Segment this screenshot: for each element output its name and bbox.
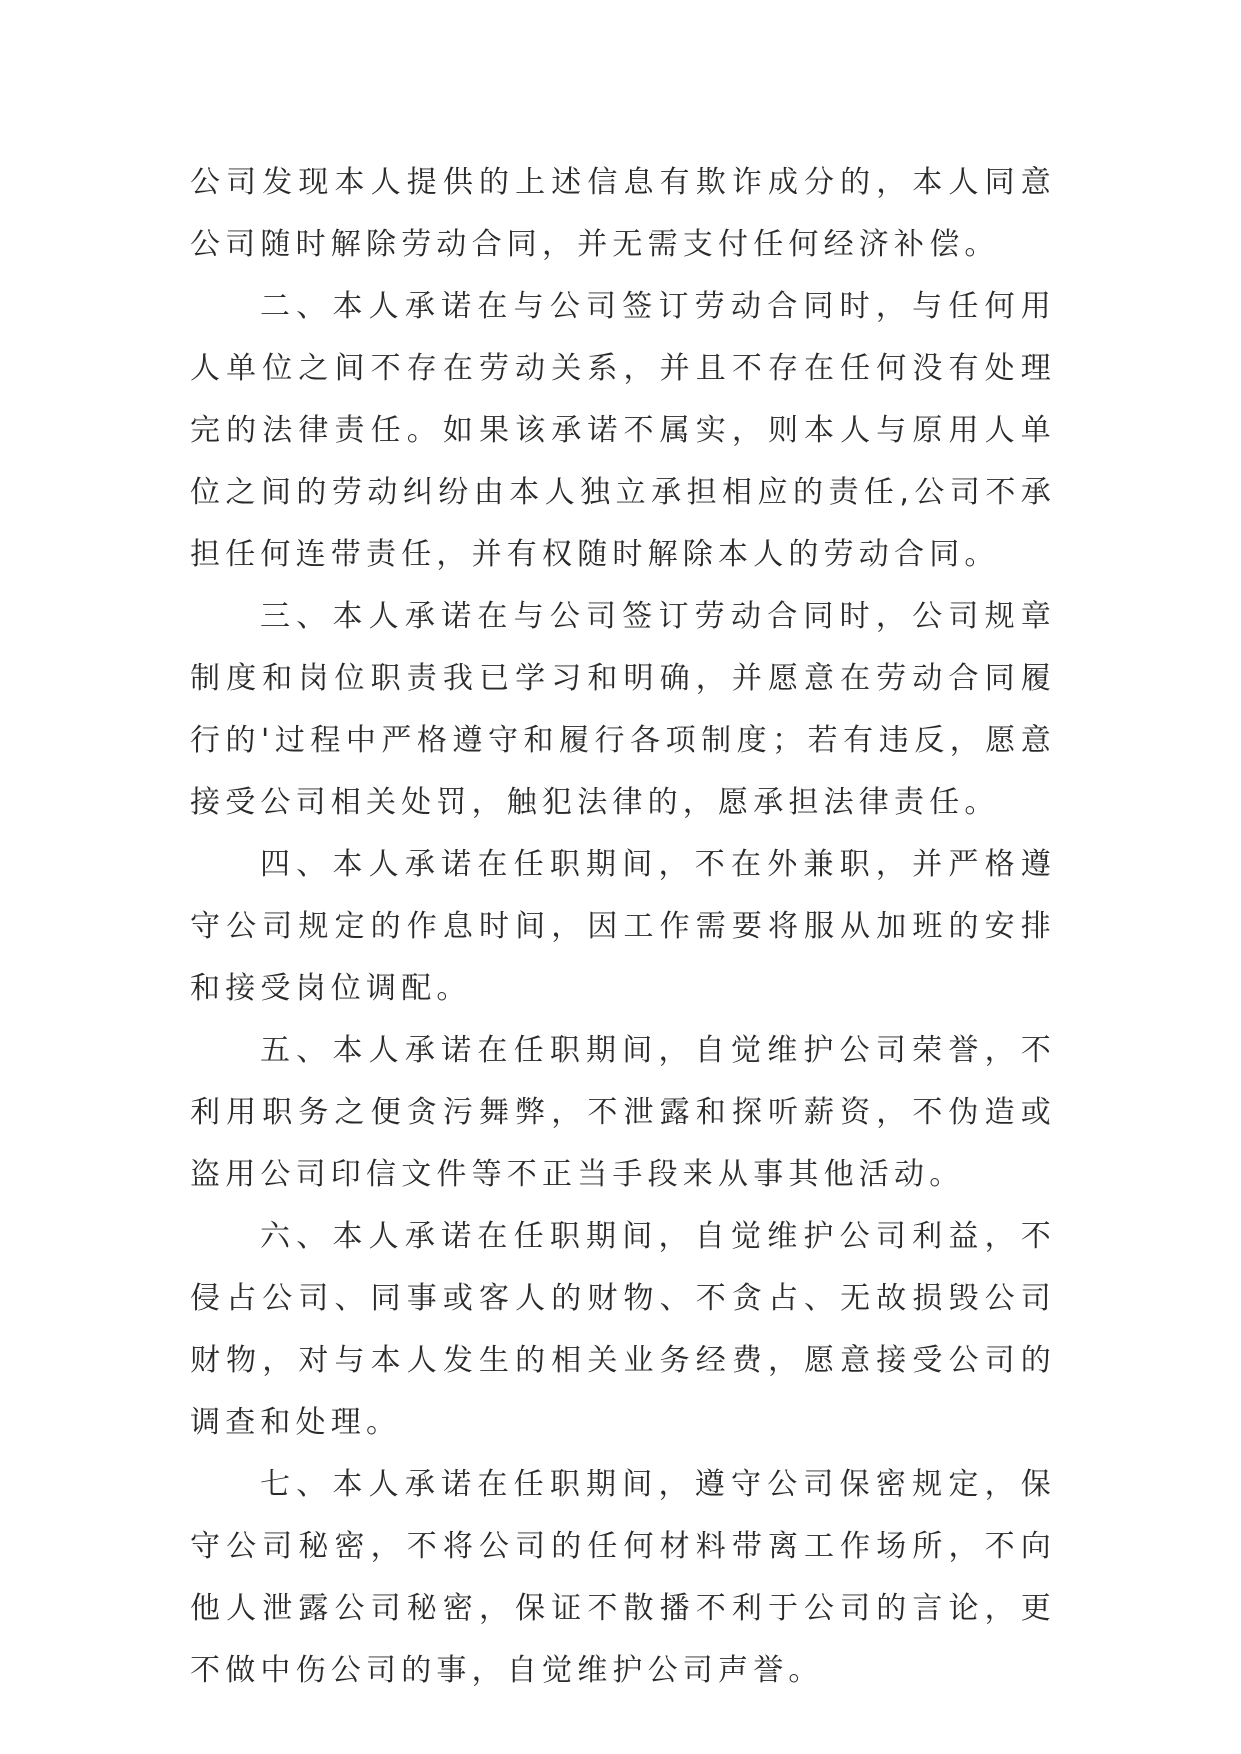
paragraph-clause-6: 六、本人承诺在任职期间，自觉维护公司利益，不侵占公司、同事或客人的财物、不贪占、无故损毁公司财物，对与本人发生的相关业务经费，愿意接受公司的调查和处理。 [190, 1219, 1056, 1440]
paragraph-clause-5: 五、本人承诺在任职期间，自觉维护公司荣誉，不利用职务之便贪污舞弊，不泄露和探听薪资，不伪造或盗用公司印信文件等不正当手段来从事其他活动。 [190, 1033, 1056, 1192]
paragraph-clause-7: 七、本人承诺在任职期间，遵守公司保密规定，保守公司秘密，不将公司的任何材料带离工作场所，不向他人泄露公司秘密，保证不散播不利于公司的言论，更不做中伤公司的事，自觉维护公司声誉。 [190, 1467, 1056, 1688]
paragraph-continuation: 公司发现本人提供的上述信息有欺诈成分的，本人同意公司随时解除劳动合同，并无需支付任何经济补偿。 [190, 165, 1056, 262]
paragraph-clause-2: 二、本人承诺在与公司签订劳动合同时，与任何用人单位之间不存在劳动关系，并且不存在任何没有处理完的法律责任。如果该承诺不属实，则本人与原用人单位之间的劳动纠纷由本人独立承担相应的责任,公司不承担任何连带责任，并有权随时解除本人的劳动合同。 [190, 289, 1056, 572]
paragraph-clause-4: 四、本人承诺在任职期间，不在外兼职，并严格遵守公司规定的作息时间，因工作需要将服从加班的安排和接受岗位调配。 [190, 847, 1056, 1006]
paragraph-clause-3: 三、本人承诺在与公司签订劳动合同时，公司规章制度和岗位职责我已学习和明确，并愿意在劳动合同履行的'过程中严格遵守和履行各项制度；若有违反，愿意接受公司相关处罚，触犯法律的，愿承担法律责任。 [190, 599, 1056, 820]
document-body [190, 152, 1056, 1702]
